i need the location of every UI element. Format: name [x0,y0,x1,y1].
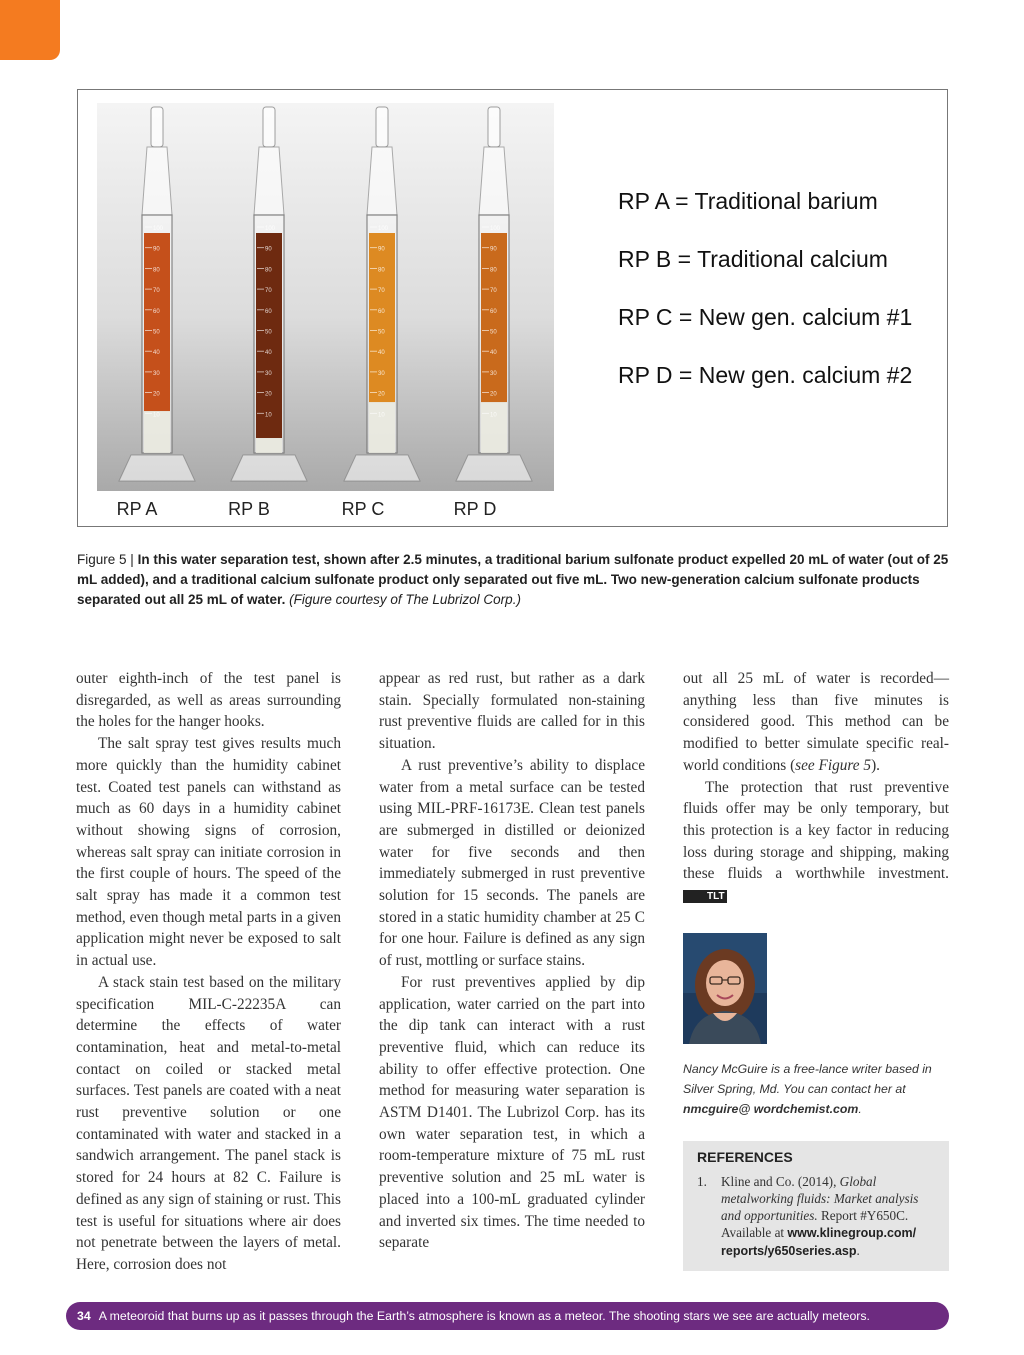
graduation-label: 50 [265,329,272,336]
graduation-label: 60 [265,308,272,315]
article-column-2 [379,668,645,1254]
reference-end: . [856,1243,860,1258]
legend-rp-a: RP A = Traditional barium [618,188,878,214]
graduated-cylinders-photo [97,103,554,491]
graduation-label: 80 [378,267,385,274]
graduation-label: 80 [490,267,497,274]
legend-rp-d: RP D = New gen. calcium #2 [618,362,913,388]
author-photo [683,933,767,1044]
graduation-label: 40 [490,350,497,357]
cylinder-neck [254,147,284,215]
graduation-label: 90 [490,246,497,253]
legend-rp-c: RP C = New gen. calcium #1 [618,304,913,330]
graduation-label: 20 [153,391,160,398]
graduation-label: 40 [265,350,272,357]
cylinder-neck [367,147,397,215]
references-box [683,1141,949,1271]
graduated-cylinders-illustration [97,103,554,491]
paragraph: For rust preventives applied by dip application, water carried on the part into the dip tank can interact with a rust preventive fluid, which can reduce its ability to offer effective protection. One method for measuring water separation is ASTM D1401. The Lubrizol Corp. has its own water separation test, in which a room-temperature mixture of 75 mL rust preventive solution and 25 mL water is placed into a 100-mL graduated cylinder and inverted six times. The time needed to separate [379,973,645,1252]
separated-water-layer [256,438,282,453]
cylinder-base [119,455,195,481]
graduation-label: 60 [490,308,497,315]
cylinder-label-rp-a: RP A [116,499,158,519]
rust-preventive-fluid [256,233,282,438]
graduation-label: 100 [378,226,389,232]
graduation-label: 10 [265,412,272,419]
graduation-label: 50 [490,329,497,336]
graduation-label: 20 [490,391,497,398]
figure-reference: see Figure 5 [795,756,872,774]
bio-end: . [858,1102,862,1116]
graduation-label: 50 [153,329,160,336]
cylinder-neck [479,147,509,215]
graduation-label: 90 [153,246,160,253]
figure-number: Figure 5 [77,552,127,567]
cylinder-stopper [488,107,500,147]
reference-url[interactable]: www.klinegroup.com/ reports/y650series.asp [721,1226,917,1258]
cylinder-label-rp-d: RP D [453,499,497,519]
cylinder-base [456,455,532,481]
cylinder-base [231,455,307,481]
graduation-label: 90 [265,246,272,253]
separated-water-layer [369,402,395,453]
paragraph-text: The protection that rust preventive fluids offer may be only temporary, but this protection is a key factor in reducing loss during storage and shipping, making these fluids a worthwhile investment. [683,778,949,883]
graduation-label: 20 [378,391,385,398]
paragraph: A rust preventive’s ability to displace water from a metal surface can be tested using MIL-PRF-16173E. Clean test panels are submerged in distilled or deionized water for five seconds and then immediately submerged in rust preventive solution for 15 seconds. The panels are stored in a static humidity chamber at 25 C for one hour. Failure is defined as any sign of rust, mottling or surface stains. [379,756,645,970]
rust-preventive-fluid [144,233,170,411]
corner-color-tab [0,0,60,60]
paragraph: The salt spray test gives results much more quickly than the humidity cabinet test. Coated test panels can withstand as much as 60 days in a humidity cabinet without showing signs of corrosion, whereas salt spray can initiate corrosion in the first couple of hours. The speed of the salt spray has made it a common test method, even though metal parts in a given application might never be exposed to salt in actual use. [76,735,341,970]
graduation-label: 80 [153,267,160,274]
graduation-label: 10 [490,412,497,419]
author-bio [683,1059,949,1119]
figure-caption [77,550,950,610]
graduation-label: 70 [378,288,385,295]
cylinder-label-rp-b: RP B [228,499,270,519]
graduation-label: 40 [378,350,385,357]
graduation-label: 30 [378,370,385,377]
caption-credit: (Figure courtesy of The Lubrizol Corp.) [289,592,521,607]
reference-item [697,1173,935,1260]
graduation-label: 40 [153,350,160,357]
graduation-label: 100 [490,226,501,232]
footer-fact-text: A meteoroid that burns up as it passes through the Earth’s atmosphere is known as a meteor. The shooting stars we see are actually meteors. [98,1309,870,1323]
reference-author: Kline and Co. (2014), [721,1174,837,1189]
caption-text: In this water separation test, shown after 2.5 minutes, a traditional barium sulfonate product expelled 20 mL of water (out of 25 mL added), and a traditional calcium sulfonate product only separated out five mL. Two new-generation calcium sulfonate products separated out all 25 mL of water. [77,552,949,607]
references-title: REFERENCES [697,1149,793,1165]
paragraph-text: out all 25 mL of water is recorded—anything less than five minutes is considered good. This method can be modified to better simulate specific real-world conditions ( [683,670,949,774]
article-column-1 [76,668,341,1276]
graduation-label: 30 [490,370,497,377]
graduation-label: 60 [153,308,160,315]
footer-fact-bar [66,1302,949,1330]
tlt-end-mark: TLT [683,890,727,903]
graduation-label: 80 [265,267,272,274]
paragraph [683,668,949,777]
separated-water-layer [481,402,507,453]
reference-number: 1. [697,1174,707,1189]
cylinder-base [344,455,420,481]
graduation-label: 90 [378,246,385,253]
paragraph [683,777,949,907]
paragraph: A stack stain test based on the military specification MIL-C-22235A can determine the effects of water contamination, heat and metal-to-metal contact on coiled or stacked metal surfaces. Test panels are coated with a neat rust preventive solution or one contaminated with water and stacked in a sandwich arrangement. The panel stack is stored for 24 hours at 82 C. Failure is defined as any sign of staining or rust. This test is useful for situations where air does not penetrate between the layers of metal. Here, corrosion does not [76,973,341,1273]
graduation-label: 60 [378,308,385,315]
graduation-label: 100 [265,226,276,232]
graduation-label: 20 [265,391,272,398]
paragraph: appear as red rust, but rather as a dark stain. Specially formulated non-staining rust preventive fluids are called for in this situation. [379,670,645,753]
article-column-3 [683,668,949,907]
graduation-label: 10 [153,412,160,419]
graduation-label: 70 [153,288,160,295]
legend-rp-b: RP B = Traditional calcium [618,246,888,272]
cylinder-label-rp-c: RP C [341,499,385,519]
graduation-label: 70 [490,288,497,295]
caption-separator: | [130,552,134,567]
graduation-label: 30 [153,370,160,377]
author-email[interactable]: nmcguire@ wordchemist.com [683,1102,859,1116]
graduation-label: 100 [153,226,164,232]
bio-text: Nancy McGuire is a free-lance writer based in Silver Spring, Md. You can contact her at [683,1062,932,1096]
cylinder-stopper [376,107,388,147]
cylinder-neck [142,147,172,215]
paragraph-text: ). [871,756,880,774]
graduation-label: 70 [265,288,272,295]
cylinder-stopper [151,107,163,147]
figure-5-panel [77,89,948,527]
page-number: 34 [77,1309,91,1323]
graduation-label: 50 [378,329,385,336]
cylinder-stopper [263,107,275,147]
reference-report: Report #Y650C. Available at [721,1208,909,1240]
author-portrait-illustration [683,933,767,1044]
paragraph: outer eighth-inch of the test panel is disregarded, as well as areas surrounding the holes for the hanger hooks. [76,670,341,731]
graduation-label: 30 [265,370,272,377]
reference-title: Global metalworking fluids: Market analysis and opportunities. [721,1174,919,1223]
graduation-label: 10 [378,412,385,419]
